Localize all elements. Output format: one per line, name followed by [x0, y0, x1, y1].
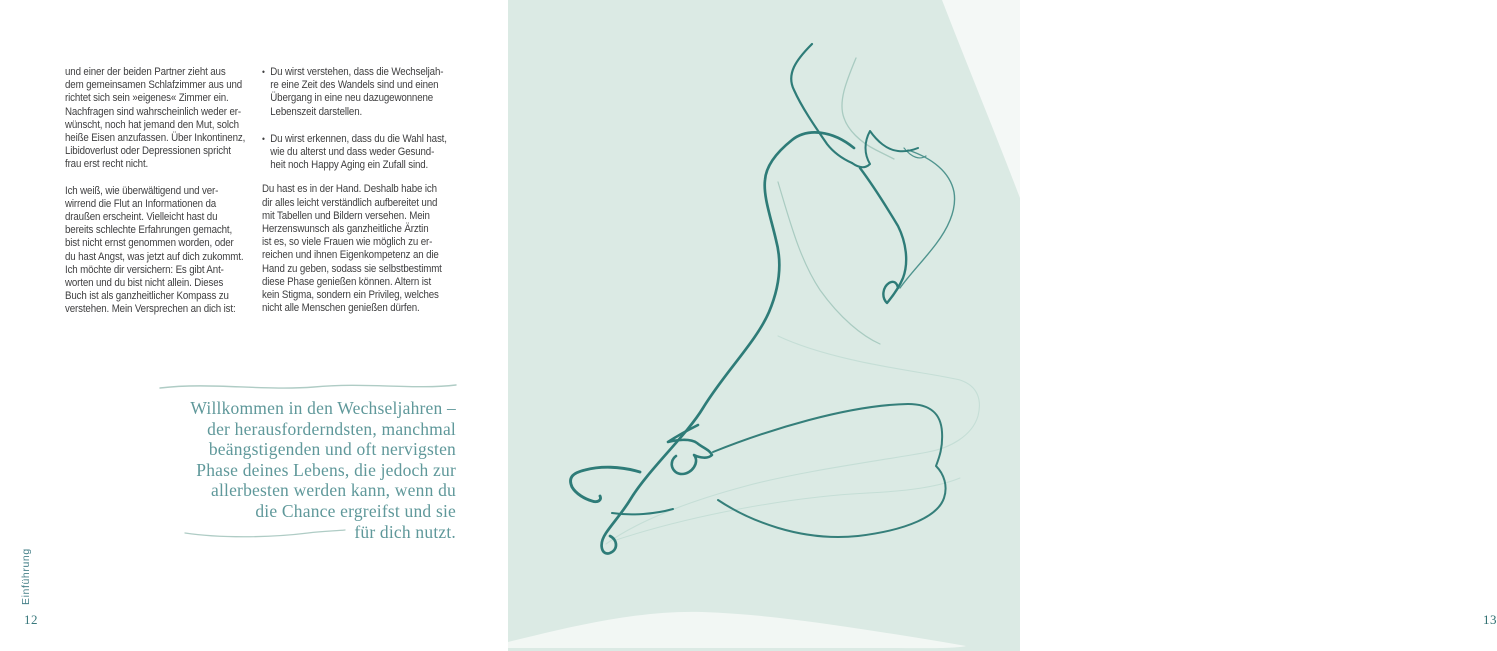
paragraph: Du hast es in der Hand. Deshalb habe ich dir alles leicht verständlich aufbereitet und mit Tabellen und Bildern versehen. Mein Herzenswunsch als ganzheitliche Ärztin ist es, so viele Frauen wie möglich zu er- reichen und ihnen Eigenkompetenz an die Hand zu geben, sodass sie selbstbestimmt diese Phase genießen können. Altern ist kein Stigma, sondern ein Privileg, welches nicht alle Menschen genießen dürfen. — [262, 183, 442, 315]
bullet-text: Du wirst verstehen, dass die Wechseljah- re eine Zeit des Wandels sind und einen Übergang in eine neu dazugewonnene Lebenszeit darstellen. — [270, 66, 444, 118]
list-item — [262, 133, 460, 173]
text-column-2 — [262, 66, 460, 315]
text-column-1 — [65, 66, 254, 317]
paragraph: und einer der beiden Partner zieht aus dem gemeinsamen Schlafzimmer aus und richtet sich sein »eigenes« Zimmer ein. Nachfragen sind wahrscheinlich weder er- wünscht, noch hat jemand den Mut, solch heiße Eisen anzufassen. Über Inkontinenz, Libidoverlust oder Depressionen spricht frau erst recht nicht. — [65, 66, 246, 171]
pull-quote: Willkommen in den Wechseljahren – der herausforderndsten, manchmal beängstigenden und oft nervigsten Phase deines Lebens, die jedoch zur allerbesten werden kann, wenn du die Chance ergreifst und sie für dich nutzt. — [190, 398, 456, 542]
list-item — [262, 66, 460, 119]
paragraph: Ich weiß, wie überwältigend und ver- wirrend die Flut an Informationen da draußen erscheint. Vielleicht hast du bereits schlechte Erfahrungen gemacht, bist nicht ernst genommen worden, oder du hast Angst, was jetzt auf dich zukommt. Ich möchte dir versichern: Es gibt Ant- worten und du bist nicht allein. Dieses Buch ist als ganzheitlicher Kompass zu verstehen. Mein Versprechen an dich ist: — [65, 184, 244, 316]
woman-line-art — [508, 0, 1020, 651]
page-right — [508, 0, 1497, 651]
bullet-text: Du wirst erkennen, dass du die Wahl hast, wie du alterst und dass weder Gesund- heit noch Happy Aging ein Zufall sind. — [270, 132, 447, 172]
page-number-right: 13 — [1483, 612, 1497, 627]
chapter-side-label: Einführung — [20, 548, 32, 605]
bullet-icon: • — [262, 67, 265, 77]
bullet-icon: • — [262, 133, 265, 144]
wavy-line-icon — [159, 379, 457, 393]
page-number-left: 12 — [24, 612, 38, 627]
page-left — [0, 0, 508, 651]
mint-background — [508, 0, 1020, 651]
